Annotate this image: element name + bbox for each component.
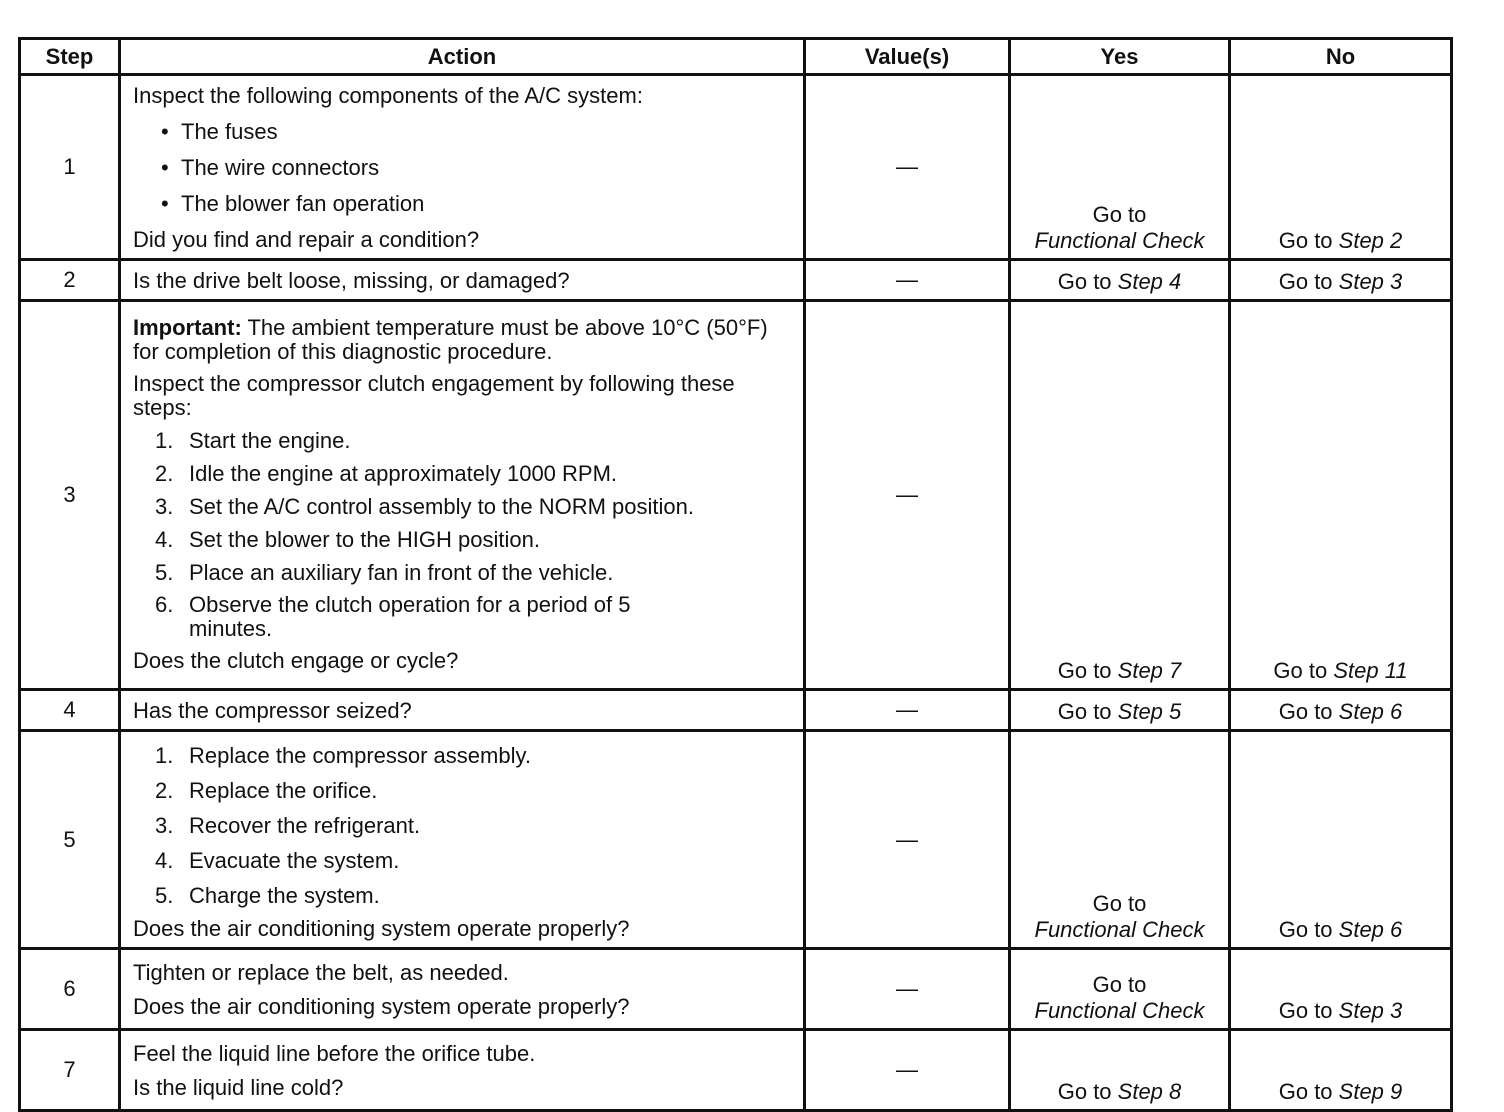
- no-link[interactable]: Step 3: [1338, 998, 1403, 1023]
- list-text: Charge the system.: [189, 883, 380, 908]
- no-cell: [1230, 731, 1452, 949]
- list-item: [155, 490, 793, 523]
- yes-prefix: Go to: [1057, 658, 1118, 683]
- list-item: [155, 589, 715, 645]
- list-item: [155, 424, 793, 457]
- list-number: 5.: [155, 883, 174, 908]
- action-question: Does the air conditioning system operate properly?: [133, 994, 630, 1019]
- list-text: Evacuate the system.: [189, 848, 400, 873]
- yes-link[interactable]: Functional Check: [1034, 228, 1205, 253]
- no-prefix: Go to: [1273, 658, 1334, 683]
- no-link[interactable]: Step 2: [1338, 228, 1403, 253]
- action-question: Is the drive belt loose, missing, or damaged?: [133, 268, 570, 293]
- table-row: [20, 731, 1452, 949]
- no-prefix: Go to: [1278, 998, 1339, 1023]
- no-prefix: Go to: [1278, 917, 1339, 942]
- yes-cell: [1010, 260, 1230, 301]
- no-cell: [1230, 301, 1452, 690]
- list-number: 4.: [155, 848, 174, 873]
- no-cell: [1230, 949, 1452, 1030]
- no-link[interactable]: Step 6: [1338, 917, 1403, 942]
- list-item: • The blower fan operation: [181, 186, 793, 222]
- yes-cell: [1010, 690, 1230, 731]
- list-number: 1.: [155, 743, 174, 768]
- header-yes: Yes: [1010, 39, 1230, 75]
- list-item: [155, 843, 793, 878]
- no-cell: [1230, 1030, 1452, 1111]
- value-cell: —: [805, 731, 1010, 949]
- numbered-list: [133, 738, 793, 913]
- yes-link[interactable]: Step 8: [1117, 1079, 1182, 1104]
- header-step: Step: [20, 39, 120, 75]
- action-intro: Tighten or replace the belt, as needed.: [133, 960, 509, 985]
- list-item: [155, 878, 793, 913]
- list-number: 1.: [155, 428, 174, 453]
- yes-link[interactable]: Functional Check: [1034, 998, 1205, 1023]
- list-text: Set the A/C control assembly to the NORM position.: [189, 494, 695, 519]
- action-cell: [120, 75, 805, 260]
- yes-cell: [1010, 301, 1230, 690]
- step-number: 7: [20, 1030, 120, 1111]
- yes-link[interactable]: Step 5: [1117, 699, 1182, 724]
- list-number: 2.: [155, 778, 174, 803]
- action-cell: [120, 301, 805, 690]
- list-text: Start the engine.: [189, 428, 351, 453]
- bullet-list: [133, 114, 793, 222]
- action-cell: [120, 690, 805, 731]
- no-link[interactable]: Step 6: [1338, 699, 1403, 724]
- important-note: [133, 316, 793, 364]
- action-intro: Inspect the compressor clutch engagement by following these steps:: [133, 371, 735, 420]
- no-link[interactable]: Step 9: [1338, 1079, 1403, 1104]
- yes-prefix: Go to: [1057, 1079, 1118, 1104]
- list-number: 4.: [155, 527, 174, 552]
- action-question: Does the air conditioning system operate properly?: [133, 916, 630, 941]
- table-row: [20, 260, 1452, 301]
- action-question: Has the compressor seized?: [133, 698, 412, 723]
- list-number: 3.: [155, 813, 174, 838]
- list-text: Replace the orifice.: [189, 778, 378, 803]
- no-prefix: Go to: [1278, 228, 1339, 253]
- important-label: Important:: [133, 315, 242, 340]
- yes-cell: [1010, 75, 1230, 260]
- list-item: [155, 808, 793, 843]
- header-action: Action: [120, 39, 805, 75]
- list-item: [155, 738, 793, 773]
- list-text: Replace the compressor assembly.: [189, 743, 531, 768]
- yes-link[interactable]: Step 7: [1117, 658, 1182, 683]
- step-number: 6: [20, 949, 120, 1030]
- list-item: • The wire connectors: [181, 150, 793, 186]
- table-row: [20, 690, 1452, 731]
- yes-prefix: Go to: [1057, 699, 1118, 724]
- list-number: 5.: [155, 560, 174, 585]
- yes-link[interactable]: Step 4: [1117, 269, 1182, 294]
- step-number: 2: [20, 260, 120, 301]
- table-row: [20, 301, 1452, 690]
- action-question: Did you find and repair a condition?: [133, 227, 480, 252]
- important-text: The ambient temperature must be above 10°C (50°F) for completion of this diagnostic procedure.: [133, 315, 768, 364]
- header-row: [20, 39, 1452, 75]
- list-number: 2.: [155, 461, 174, 486]
- list-item: [155, 523, 793, 556]
- list-text: Set the blower to the HIGH position.: [189, 527, 540, 552]
- numbered-list: [133, 424, 793, 645]
- no-link[interactable]: Step 3: [1338, 269, 1403, 294]
- list-item: • The fuses: [181, 114, 793, 150]
- list-item: [155, 773, 793, 808]
- yes-prefix: Go to: [1057, 269, 1118, 294]
- no-prefix: Go to: [1278, 269, 1339, 294]
- action-cell: [120, 731, 805, 949]
- value-cell: —: [805, 1030, 1010, 1111]
- yes-prefix: Go to: [1092, 972, 1147, 997]
- yes-prefix: Go to: [1092, 202, 1147, 227]
- header-no: No: [1230, 39, 1452, 75]
- no-prefix: Go to: [1278, 1079, 1339, 1104]
- value-cell: —: [805, 260, 1010, 301]
- value-cell: —: [805, 75, 1010, 260]
- yes-cell: [1010, 949, 1230, 1030]
- list-number: 3.: [155, 494, 174, 519]
- yes-prefix: Go to: [1092, 891, 1147, 916]
- step-number: 1: [20, 75, 120, 260]
- action-cell: [120, 260, 805, 301]
- action-cell: [120, 949, 805, 1030]
- diagnostic-table: [18, 37, 1453, 1112]
- action-question: Is the liquid line cold?: [133, 1075, 344, 1100]
- no-cell: [1230, 260, 1452, 301]
- action-cell: [120, 1030, 805, 1111]
- no-cell: [1230, 690, 1452, 731]
- action-intro: Inspect the following components of the A/C system:: [133, 83, 643, 108]
- step-number: 5: [20, 731, 120, 949]
- yes-cell: [1010, 1030, 1230, 1111]
- list-item: [155, 457, 793, 490]
- list-text: Recover the refrigerant.: [189, 813, 421, 838]
- list-item: [155, 556, 793, 589]
- action-question: Does the clutch engage or cycle?: [133, 648, 459, 673]
- no-cell: [1230, 75, 1452, 260]
- list-text: Place an auxiliary fan in front of the vehicle.: [189, 560, 614, 585]
- action-intro: Feel the liquid line before the orifice tube.: [133, 1041, 536, 1066]
- value-cell: —: [805, 301, 1010, 690]
- value-cell: —: [805, 949, 1010, 1030]
- step-number: 3: [20, 301, 120, 690]
- no-link[interactable]: Step 11: [1333, 658, 1408, 683]
- list-number: 6.: [155, 592, 174, 617]
- list-text: Idle the engine at approximately 1000 RPM.: [189, 461, 618, 486]
- yes-link[interactable]: Functional Check: [1034, 917, 1205, 942]
- table-row: [20, 949, 1452, 1030]
- value-cell: —: [805, 690, 1010, 731]
- table-row: [20, 1030, 1452, 1111]
- no-prefix: Go to: [1278, 699, 1339, 724]
- list-text: Observe the clutch operation for a period of 5 minutes.: [189, 592, 631, 641]
- yes-cell: [1010, 731, 1230, 949]
- header-values: Value(s): [805, 39, 1010, 75]
- table-row: [20, 75, 1452, 260]
- step-number: 4: [20, 690, 120, 731]
